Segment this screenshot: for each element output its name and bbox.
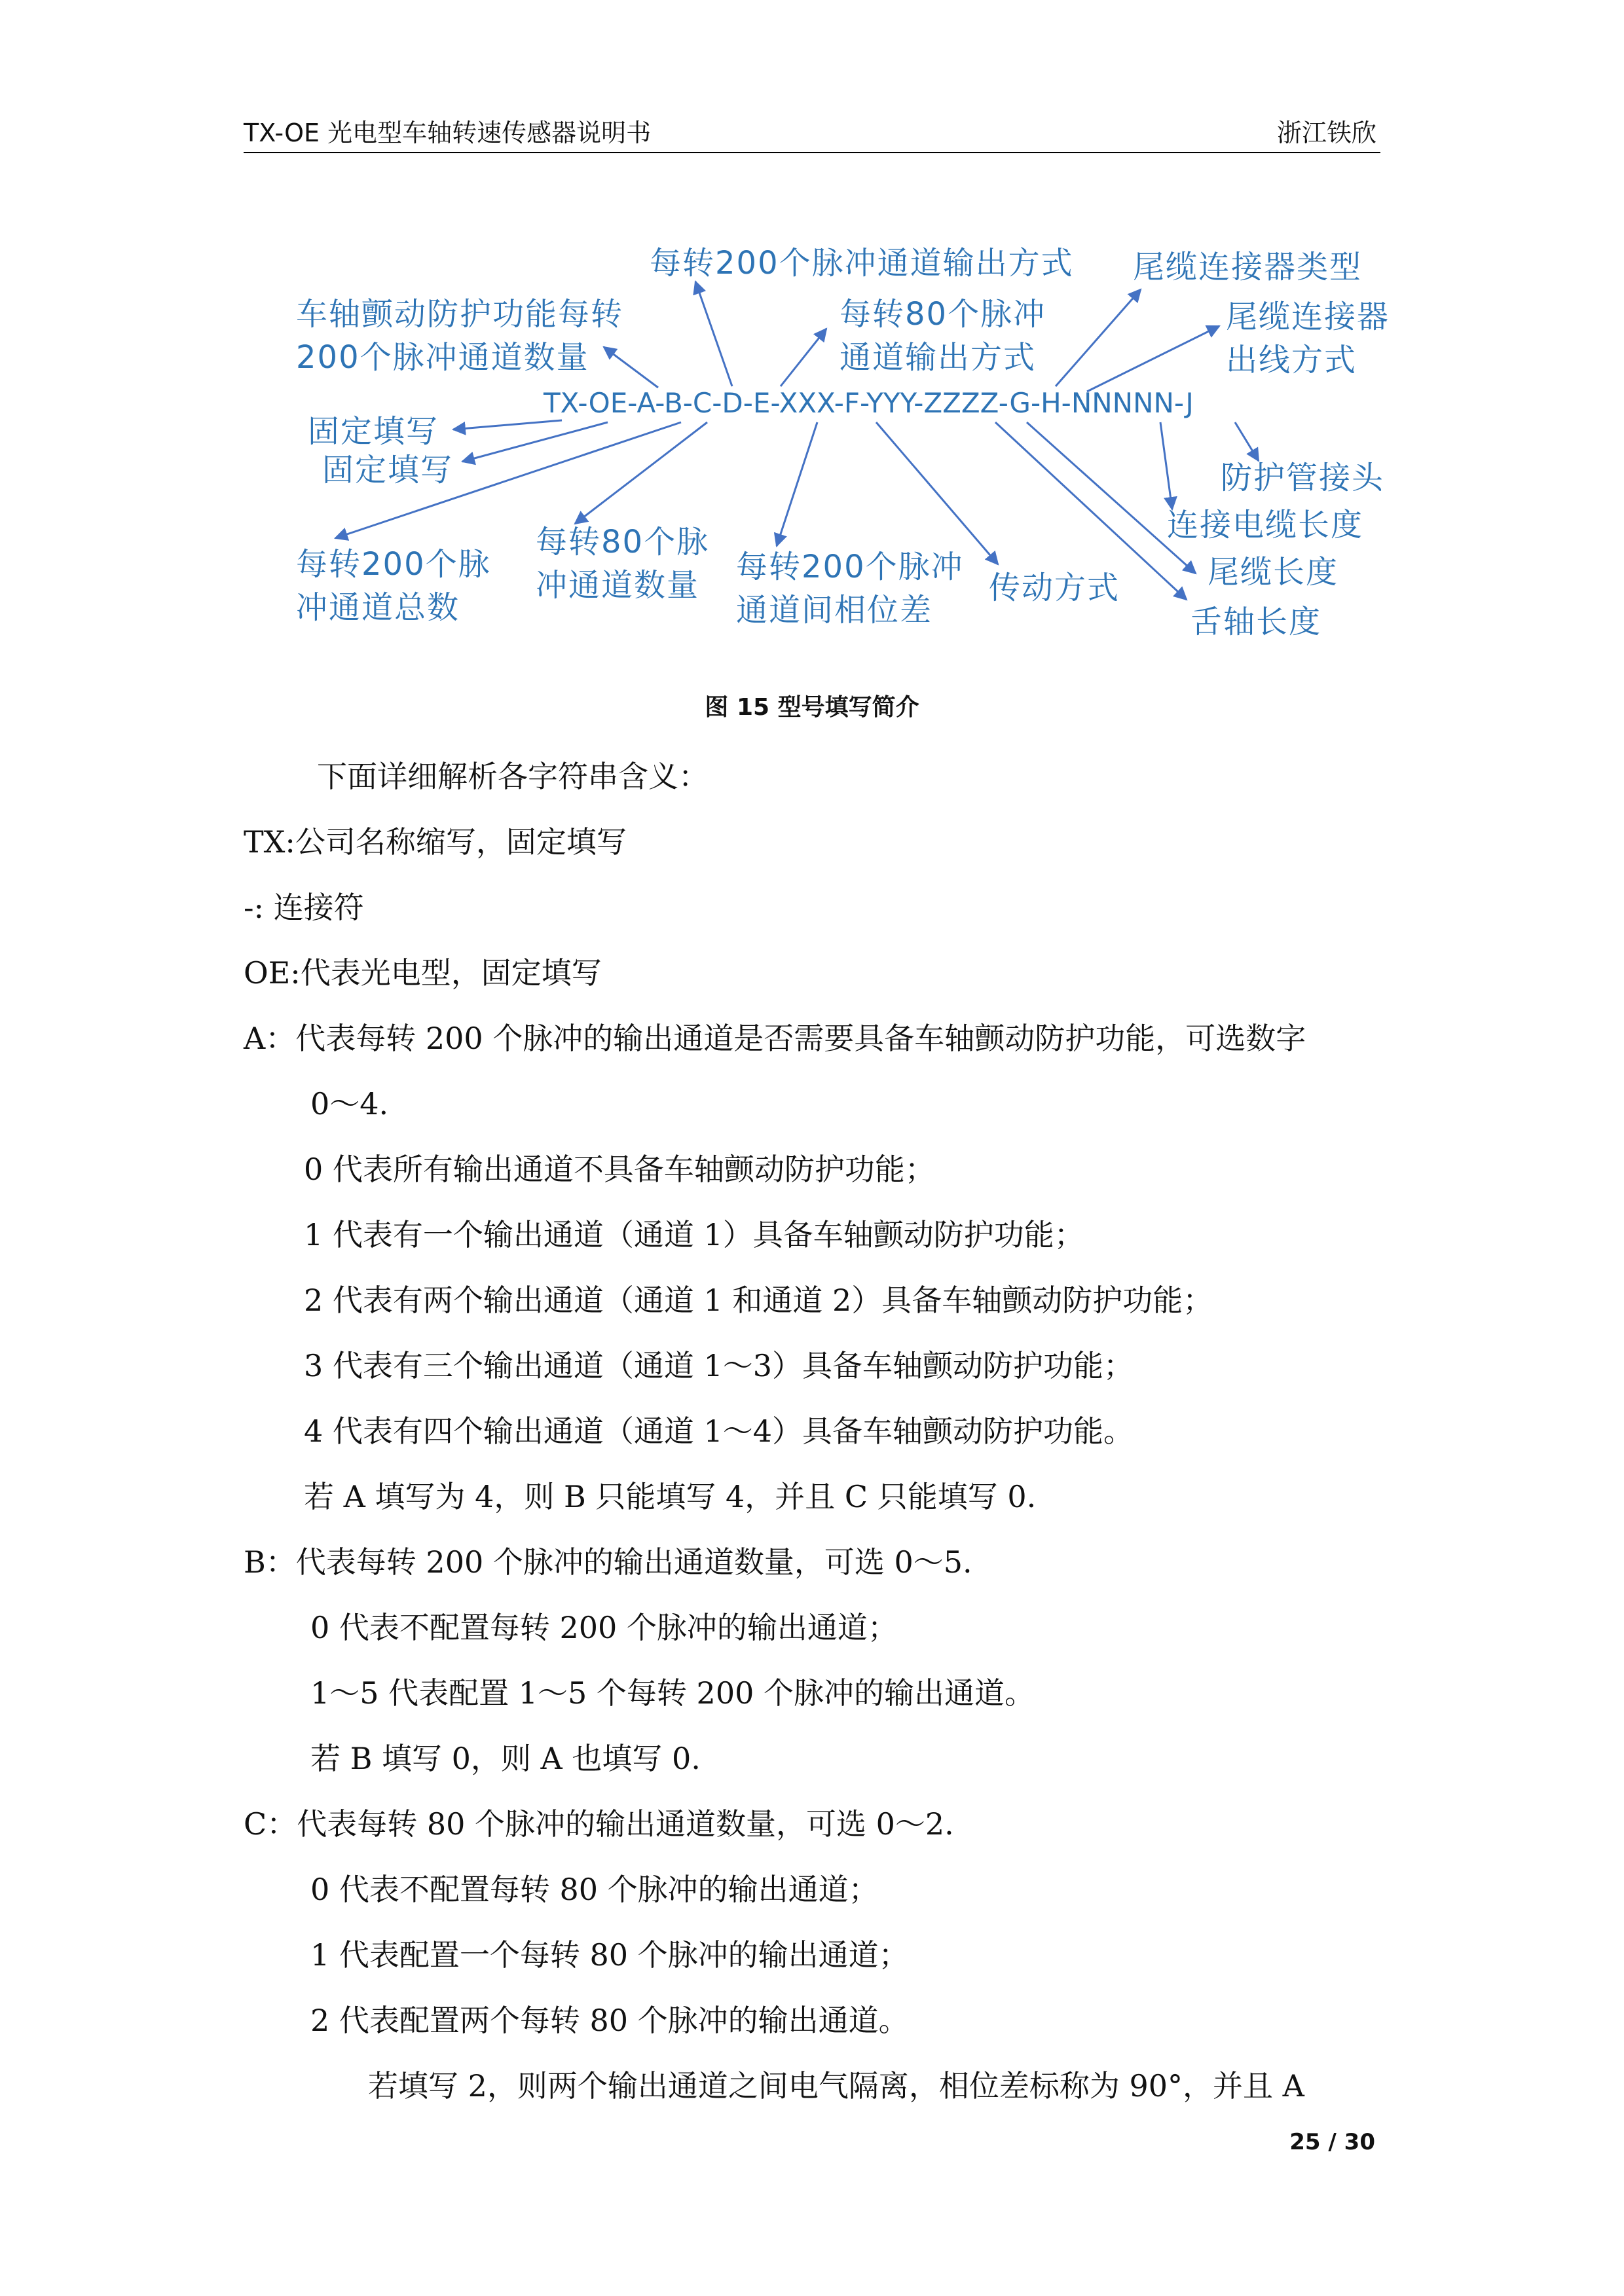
b-definition: B：代表每转 200 个脉冲的输出通道数量，可选 0～5. (244, 1544, 972, 1580)
arrow-to-fixed-2 (462, 422, 608, 462)
label-fixed-1: 固定填写 (308, 413, 439, 450)
label-fixed-2: 固定填写 (322, 452, 454, 488)
c-option-0: 0 代表不配置每转 80 个脉冲的输出通道； (310, 1872, 879, 1907)
a-option-1: 1 代表有一个输出通道（通道 1）具备车轴颤动防护功能； (304, 1217, 1084, 1252)
label-tongue-shaft-length: 舌轴长度 (1190, 604, 1322, 640)
a-option-3: 3 代表有三个输出通道（通道 1～3）具备车轴颤动防护功能； (304, 1348, 1134, 1383)
arrow-to-phase (777, 422, 817, 546)
a-option-0: 0 代表所有输出通道不具备车轴颤动防护功能； (304, 1152, 935, 1187)
arrow-to-protective-joint (1235, 422, 1259, 461)
label-c-line1: 每转80个脉冲 (840, 296, 1046, 333)
dash-line: -: 连接符 (244, 890, 364, 925)
label-total-line2: 冲通道总数 (296, 589, 460, 626)
label-total-line1: 每转200个脉 (296, 546, 491, 583)
a-option-2: 2 代表有两个输出通道（通道 1 和通道 2）具备车轴颤动防护功能； (304, 1283, 1213, 1318)
label-top-mid: 每转200个脉冲通道输出方式 (650, 245, 1074, 282)
label-exit-line1: 尾缆连接器 (1226, 299, 1390, 335)
tx-line: TX:公司名称缩写，固定填写 (244, 824, 627, 860)
label-a-line2: 200个脉冲通道数量 (296, 339, 589, 376)
label-c-line2: 通道输出方式 (840, 339, 1037, 376)
a-definition-line2: 0～4. (310, 1086, 389, 1121)
model-code: TX-OE-A-B-C-D-E-XXX-F-YYY-ZZZZ-G-H-NNNNN-J (544, 387, 1194, 419)
arrow-to-connection-length (1160, 422, 1172, 509)
arrow-to-top-mid (695, 282, 732, 386)
arrow-to-a-label (604, 347, 658, 388)
label-a-line1: 车轴颤动防护功能每转 (296, 296, 624, 333)
label-cable-type: 尾缆连接器类型 (1133, 249, 1363, 285)
label-phase-line2: 通道间相位差 (736, 592, 933, 629)
model-code-diagram (0, 0, 1624, 668)
header-company: 浙江铁欣 (1276, 118, 1376, 147)
c-option-2: 2 代表配置两个每转 80 个脉冲的输出通道。 (310, 2003, 909, 2038)
arrow-to-c-label (781, 329, 826, 386)
label-protective-joint: 防护管接头 (1221, 460, 1385, 496)
header-title: TX-OE 光电型车轴转速传感器说明书 (244, 118, 652, 147)
arrow-to-c80-count (575, 422, 707, 524)
arrow-to-drive (876, 422, 998, 564)
a-note: 若 A 填写为 4，则 B 只能填写 4，并且 C 只能填写 0. (304, 1479, 1037, 1514)
label-phase-line1: 每转200个脉冲 (736, 549, 964, 585)
b-note: 若 B 填写 0，则 A 也填写 0. (310, 1741, 701, 1776)
figure-caption: 图 15 型号填写简介 (705, 694, 919, 721)
page-number: 25 / 30 (1289, 2129, 1375, 2155)
intro-line: 下面详细解析各字符串含义： (317, 759, 709, 794)
label-c80n-line1: 每转80个脉 (536, 524, 710, 560)
a-definition-line1: A：代表每转 200 个脉冲的输出通道是否需要具备车轴颤动防护功能，可选数字 (244, 1021, 1306, 1056)
arrow-to-fixed-1 (453, 420, 562, 429)
a-option-4: 4 代表有四个输出通道（通道 1～4）具备车轴颤动防护功能。 (304, 1413, 1134, 1449)
arrow-to-exit-mode (1087, 326, 1219, 392)
label-drive-mode: 传动方式 (989, 570, 1120, 606)
b-option-1-5: 1～5 代表配置 1～5 个每转 200 个脉冲的输出通道。 (310, 1675, 1035, 1711)
oe-line: OE:代表光电型，固定填写 (244, 955, 602, 991)
label-connection-cable-length: 连接电缆长度 (1167, 507, 1364, 543)
label-tail-cable-length: 尾缆长度 (1208, 554, 1339, 591)
c-definition: C：代表每转 80 个脉冲的输出通道数量，可选 0～2. (244, 1806, 954, 1842)
c-note: 若填写 2，则两个输出通道之间电气隔离，相位差标称为 90°，并且 A (368, 2068, 1304, 2104)
c-option-1: 1 代表配置一个每转 80 个脉冲的输出通道； (310, 1937, 909, 1973)
b-option-0: 0 代表不配置每转 200 个脉冲的输出通道； (310, 1610, 898, 1645)
label-c80n-line2: 冲通道数量 (536, 567, 700, 604)
label-exit-line2: 出线方式 (1226, 342, 1357, 378)
